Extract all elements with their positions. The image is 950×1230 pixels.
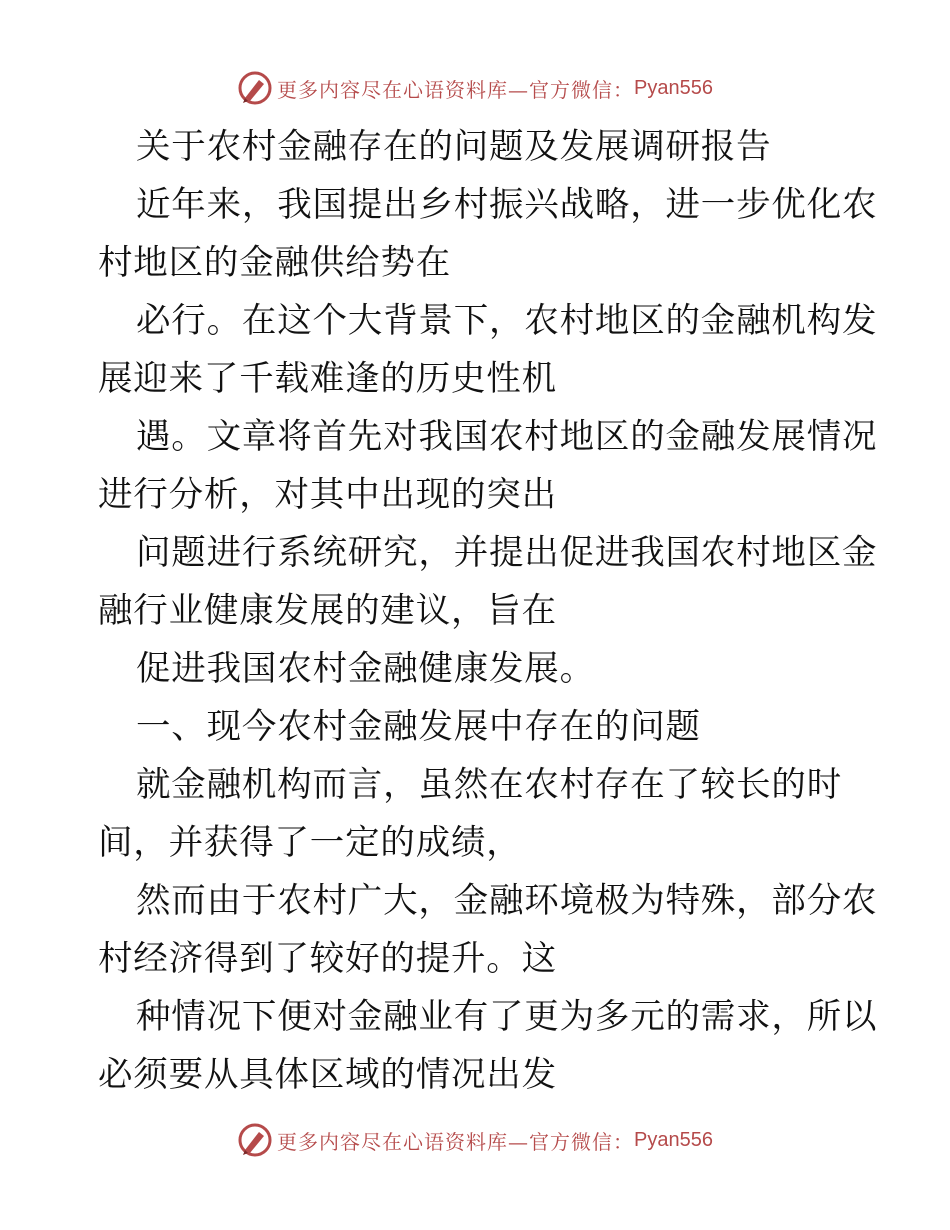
header-banner — [0, 68, 950, 108]
text-line: 进行分析，对其中出现的突出 — [98, 475, 557, 515]
text-line: 间，并获得了一定的成绩， — [98, 823, 522, 863]
footer-banner — [0, 1120, 950, 1160]
text-line: 种情况下便对金融业有了更为多元的需求，所以 — [136, 997, 878, 1037]
text-line: 融行业健康发展的建议，旨在 — [98, 591, 557, 631]
text-line: 近年来，我国提出乡村振兴战略，进一步优化农 — [136, 185, 878, 225]
text-line: 展迎来了千载难逢的历史性机 — [98, 359, 557, 399]
section-heading: 一、现今农村金融发展中存在的问题 — [136, 707, 701, 747]
banner-wechat-handle: Pyan556 — [634, 1128, 713, 1151]
text-line: 促进我国农村金融健康发展。 — [136, 649, 595, 689]
text-line: 遇。文章将首先对我国农村地区的金融发展情况 — [136, 417, 878, 457]
banner-text: 更多内容尽在心语资料库—官方微信： — [277, 77, 635, 102]
pen-logo-icon — [237, 1122, 273, 1158]
text-line: 必行。在这个大背景下，农村地区的金融机构发 — [136, 301, 878, 341]
document-body — [98, 118, 878, 1104]
text-line: 问题进行系统研究，并提出促进我国农村地区金 — [136, 533, 878, 573]
text-line: 村地区的金融供给势在 — [98, 243, 451, 283]
pen-logo-icon — [237, 70, 273, 106]
banner-text: 更多内容尽在心语资料库—官方微信： — [277, 1129, 635, 1154]
text-line: 就金融机构而言，虽然在农村存在了较长的时 — [136, 765, 842, 805]
text-line: 然而由于农村广大，金融环境极为特殊，部分农 — [136, 881, 878, 921]
text-line: 村经济得到了较好的提升。这 — [98, 939, 557, 979]
banner-wechat-handle: Pyan556 — [634, 76, 713, 99]
document-title: 关于农村金融存在的问题及发展调研报告 — [136, 127, 772, 167]
text-line: 必须要从具体区域的情况出发 — [98, 1055, 557, 1095]
